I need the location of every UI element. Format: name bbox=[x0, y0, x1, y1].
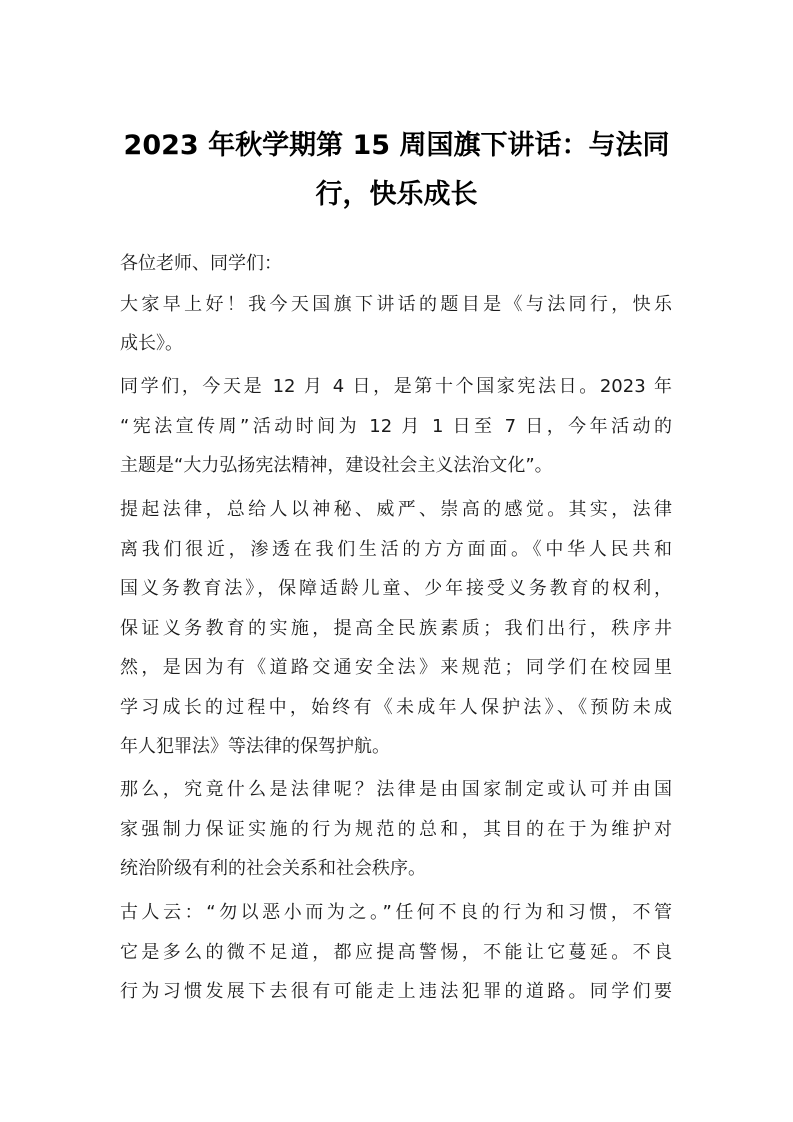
paragraph-line: 统治阶级有利的社会关系和社会秩序。 bbox=[120, 858, 426, 879]
paragraph-line: “宪法宣传周”活动时间为 12 月 1 日至 7 日，今年活动的 bbox=[120, 416, 672, 437]
salutation: 各位老师、同学们： bbox=[120, 253, 282, 274]
document-title-line-1: 2023 年秋学期第 15 周国旗下讲话：与法同 bbox=[123, 130, 670, 161]
paragraph-line: 主题是“大力弘扬宪法精神，建设社会主义法治文化”。 bbox=[120, 455, 553, 476]
paragraph-line: 家强制力保证实施的行为规范的总和，其目的在于为维护对 bbox=[120, 819, 672, 840]
paragraph-line: 行为习惯发展下去很有可能走上违法犯罪的道路。同学们要 bbox=[120, 981, 672, 1002]
paragraph-line: 保证义务教育的实施，提高全民族素质；我们出行，秩序井 bbox=[120, 618, 672, 639]
paragraph-line: 提起法律，总给人以神秘、威严、崇高的感觉。其实，法律 bbox=[120, 499, 672, 520]
paragraph-line: 那么，究竟什么是法律呢？法律是由国家制定或认可并由国 bbox=[120, 779, 672, 800]
paragraph-line: 大家早上好！我今天国旗下讲话的题目是《与法同行，快乐 bbox=[120, 294, 672, 315]
paragraph-line: 成长》。 bbox=[120, 333, 183, 354]
paragraph-line: 它是多么的微不足道，都应提高警惕，不能让它蔓延。不良 bbox=[120, 942, 672, 963]
paragraph-line: 同学们，今天是 12 月 4 日，是第十个国家宪法日。2023 年 bbox=[120, 376, 672, 397]
document-title-line-2: 行，快乐成长 bbox=[315, 179, 478, 210]
paragraph-line: 学习成长的过程中，始终有《未成年人保护法》、《预防未成 bbox=[120, 697, 672, 718]
paragraph-line: 古人云：“勿以恶小而为之。”任何不良的行为和习惯，不管 bbox=[120, 902, 672, 923]
paragraph-line: 年人犯罪法》等法律的保驾护航。 bbox=[120, 736, 390, 757]
paragraph-line: 离我们很近，渗透在我们生活的方方面面。《中华人民共和 bbox=[120, 539, 672, 560]
paragraph-line: 国义务教育法》，保障适龄儿童、少年接受义务教育的权利， bbox=[120, 578, 672, 599]
paragraph-line: 然，是因为有《道路交通安全法》来规范；同学们在校园里 bbox=[120, 657, 672, 678]
